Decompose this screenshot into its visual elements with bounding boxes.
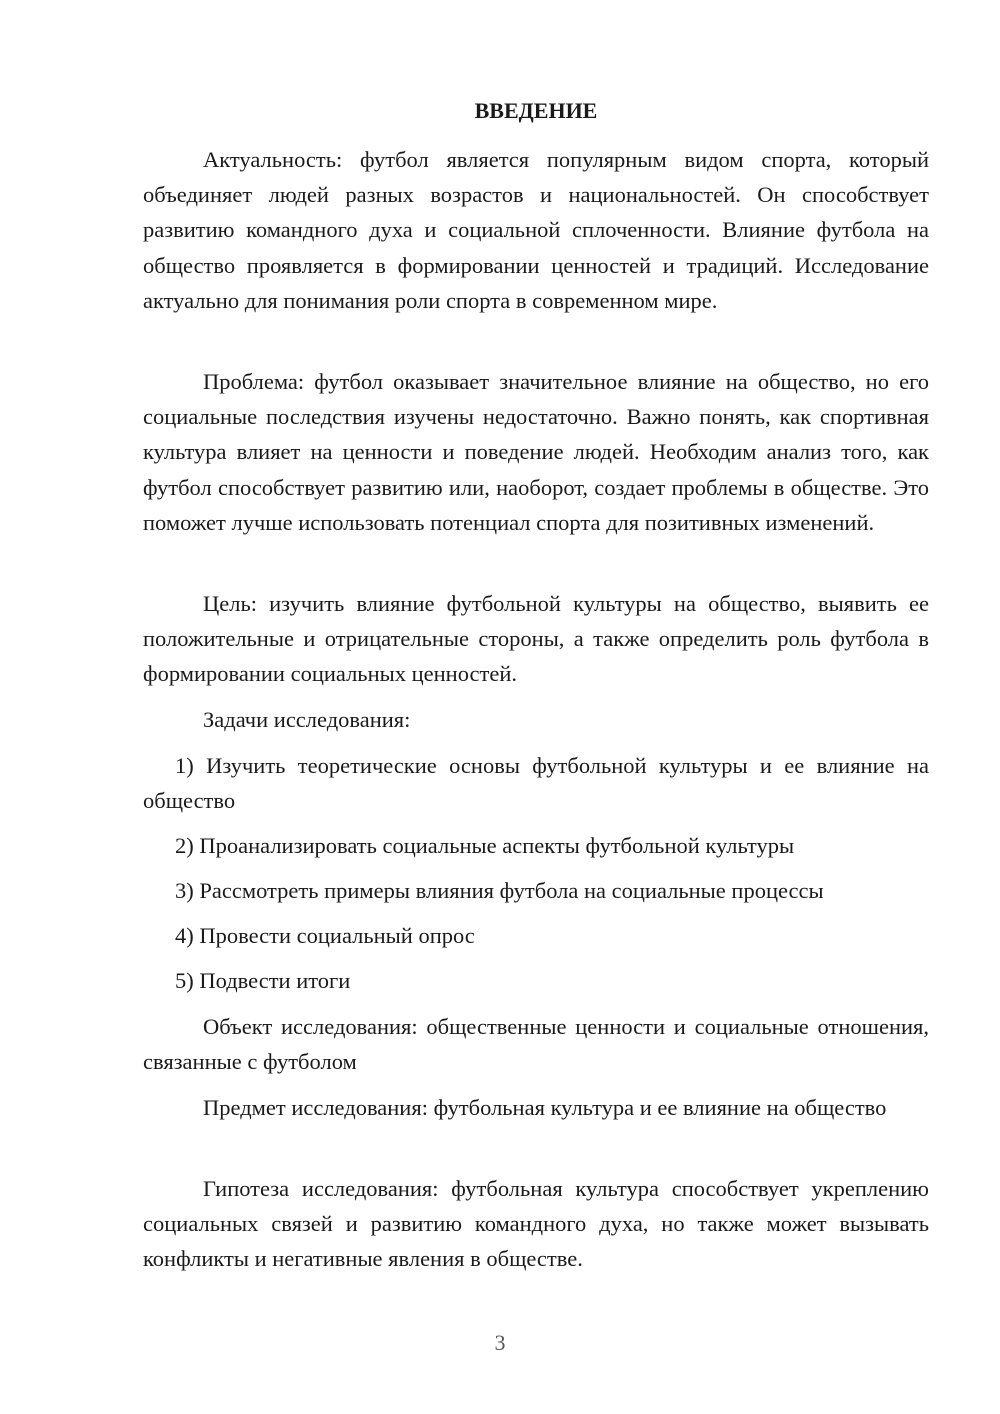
paragraph-problem: Проблема: футбол оказывает значительное влияние на общество, но его социальные последствия изучены недостаточно. Важно понять, как спортивная культура влияет на ценности и поведение людей. Необходим анализ того, как футбол способствует развитию или, наоборот, создает проблемы в обществе. Это поможет лучше использовать потенциал спорта для позитивных изменений. — [143, 369, 929, 535]
paragraph-relevance: Актуальность: футбол является популярным видом спорта, который объединяет людей разных возрастов и национальностей. Он способствует развитию командного духа и социальной сплоченности. Влияние футбола на общество проявляется в формировании ценностей и традиций. Исследование актуально для понимания роли спорта в современном мире. — [143, 147, 929, 313]
task-item-1: 1) Изучить теоретические основы футбольной культуры и ее влияние на общество — [143, 753, 929, 814]
paragraph-hypothesis: Гипотеза исследования: футбольная культура способствует укреплению социальных связей и развитию командного духа, но также может вызывать конфликты и негативные явления в обществе. — [143, 1176, 929, 1272]
page-title: ВВЕДЕНИЕ — [474, 98, 598, 123]
paragraph-object: Объект исследования: общественные ценности и социальные отношения, связанные с футболом — [143, 1014, 929, 1075]
tasks-heading: Задачи исследования: — [203, 707, 411, 732]
paragraph-goal: Цель: изучить влияние футбольной культуры на общество, выявить ее положительные и отрицательные стороны, а также определить роль футбола в формировании социальных ценностей. — [143, 591, 929, 687]
paragraph-subject: Предмет исследования: футбольная культура и ее влияние на общество — [203, 1095, 887, 1120]
task-item-4: 4) Провести социальный опрос — [175, 923, 475, 948]
task-item-3: 3) Рассмотреть примеры влияния футбола на социальные процессы — [175, 878, 824, 903]
task-item-5: 5) Подвести итоги — [175, 968, 351, 993]
page-number: 3 — [494, 1330, 506, 1355]
task-item-2: 2) Проанализировать социальные аспекты футбольной культуры — [175, 833, 795, 858]
